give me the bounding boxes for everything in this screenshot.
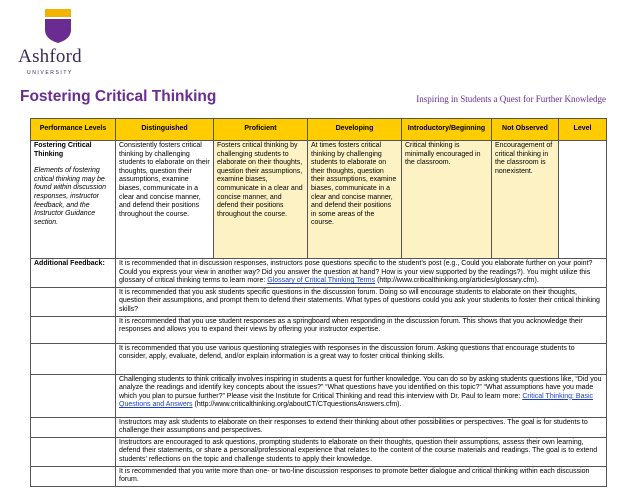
criteria-cell <box>31 141 116 259</box>
header-row <box>31 119 607 141</box>
glossary-link[interactable]: Glossary of Critical Thinking Terms <box>267 277 376 285</box>
feedback-row <box>31 259 607 288</box>
feedback-text: It is recommended that you use student responses as a springboard when responding in the discussion forum. This shows that you acknowledge their responses and allows you to expand their views by offering your instructor expertise. <box>116 316 607 343</box>
basic-questions-link[interactable]: Critical Thinking: Basic Questions and Answers <box>119 392 594 409</box>
feedback-row <box>31 316 607 343</box>
feedback-row <box>31 437 607 466</box>
header-not-observed: Not Observed <box>492 119 559 141</box>
feedback-text: Instructors may ask students to elaborate on their responses to extend their thinking about other possibilities or perspectives. The goal is for students to challenge their assumptions and perspectives. <box>116 417 607 437</box>
feedback-text: It is recommended that you use various questioning strategies with responses in the discussion forum. Asking questions that encourage students to consider, apply, evaluate, defend, and/or explain information is a great way to foster critical thinking skills. <box>116 343 607 374</box>
header-developing: Developing <box>308 119 402 141</box>
feedback-text-part: (http://www.criticalthinking.org/articles/glossary.cfm). <box>375 277 539 285</box>
feedback-row <box>31 343 607 374</box>
feedback-row <box>31 417 607 437</box>
level-proficient: Fosters critical thinking by challenging students to elaborate on their thoughts, question their assumptions, examine biases, communicate in a clear and concise manner, and defend their positions throughout the course. <box>214 141 308 259</box>
feedback-text: It is recommended that you write more than one- or two-line discussion responses to promote better dialogue and critical thinking within each discussion forum. <box>116 466 607 486</box>
feedback-spacer <box>31 287 116 316</box>
level-score <box>559 141 607 259</box>
logo-wordmark: Ashford <box>18 46 82 67</box>
feedback-text: Instructors are encouraged to ask questions, prompting students to elaborate on their thoughts, question their assumptions, assess their own learning, defend their statements, or share a personal/professional experience that relates to the content of the course materials and readings. The goal is to extend students’ reflections on the topic and challenge students to apply their knowledge. <box>116 437 607 466</box>
feedback-text-part: It is recommended that in discussion responses, instructors pose questions specific to the student’s post (e.g., Could you elaborate further on your point? Could you express your view in another way? Did you answer the question at hand? How is your view supported by the readings?). You might utilize this glossary of critical thinking terms to learn more: <box>119 260 593 285</box>
header-proficient: Proficient <box>214 119 308 141</box>
feedback-row <box>31 374 607 417</box>
level-not-observed: Encouragement of critical thinking in the classroom is nonexistent. <box>492 141 559 259</box>
feedback-text: It is recommended that you ask students specific questions in the discussion forum. Doing so will encourage students to elaborate on their thoughts, question their assumptions, and prompt them to defend their statements. What types of questions could you ask your students to foster their critical thinking skills? <box>116 287 607 316</box>
ashford-logo <box>10 8 90 78</box>
header-introductory: Introductory/Beginning <box>402 119 492 141</box>
criteria-title: Fostering Critical Thinking <box>34 142 92 158</box>
feedback-spacer <box>31 374 116 417</box>
shield-icon <box>43 8 73 44</box>
level-introductory: Critical thinking is minimally encouraged in the classroom. <box>402 141 492 259</box>
feedback-text-part: Challenging students to think critically involves inspiring in students a quest for further knowledge. You can do so by asking students questions like, “Did you analyze the readings and identify key concepts about the issues?” “What questions have you identified on this topic?” “What assumptions have you made which you plan to pursue further?” Please visit the Institute for Critical Thinking and read this interview with Dr. Paul to learn more: <box>119 375 602 400</box>
feedback-spacer <box>31 417 116 437</box>
header-level: Level <box>559 119 607 141</box>
level-developing: At times fosters critical thinking by challenging students to elaborate on their thoughts, question their assumptions, examine biases, communicate in a clear and concise manner, and defend their positions in some areas of the course. <box>308 141 402 259</box>
feedback-label: Additional Feedback: <box>31 259 116 288</box>
feedback-spacer <box>31 343 116 374</box>
feedback-spacer <box>31 466 116 486</box>
header-performance-levels: Performance Levels <box>31 119 116 141</box>
rubric-table <box>30 118 607 487</box>
feedback-spacer <box>31 437 116 466</box>
page-title: Fostering Critical Thinking <box>20 88 217 105</box>
feedback-spacer <box>31 316 116 343</box>
level-distinguished: Consistently fosters critical thinking by challenging students to elaborate on their thoughts, question their assumptions, examine biases, communicate in a clear and concise manner, and defend their positions throughout the course. <box>116 141 214 259</box>
tagline: Inspiring in Students a Quest for Further Knowledge <box>416 94 606 104</box>
criteria-row <box>31 141 607 259</box>
feedback-row <box>31 466 607 486</box>
criteria-description: Elements of fostering critical thinking may be found within discussion responses, instructor feedback, and the Instructor Guidance section. <box>34 167 106 226</box>
feedback-row <box>31 287 607 316</box>
feedback-text-part: (http://www.criticalthinking.org/aboutCT/CTquestionsAnswers.cfm). <box>192 401 402 409</box>
logo-subtitle: UNIVERSITY <box>26 70 73 76</box>
header-distinguished: Distinguished <box>116 119 214 141</box>
feedback-text <box>116 259 607 288</box>
feedback-text <box>116 374 607 417</box>
